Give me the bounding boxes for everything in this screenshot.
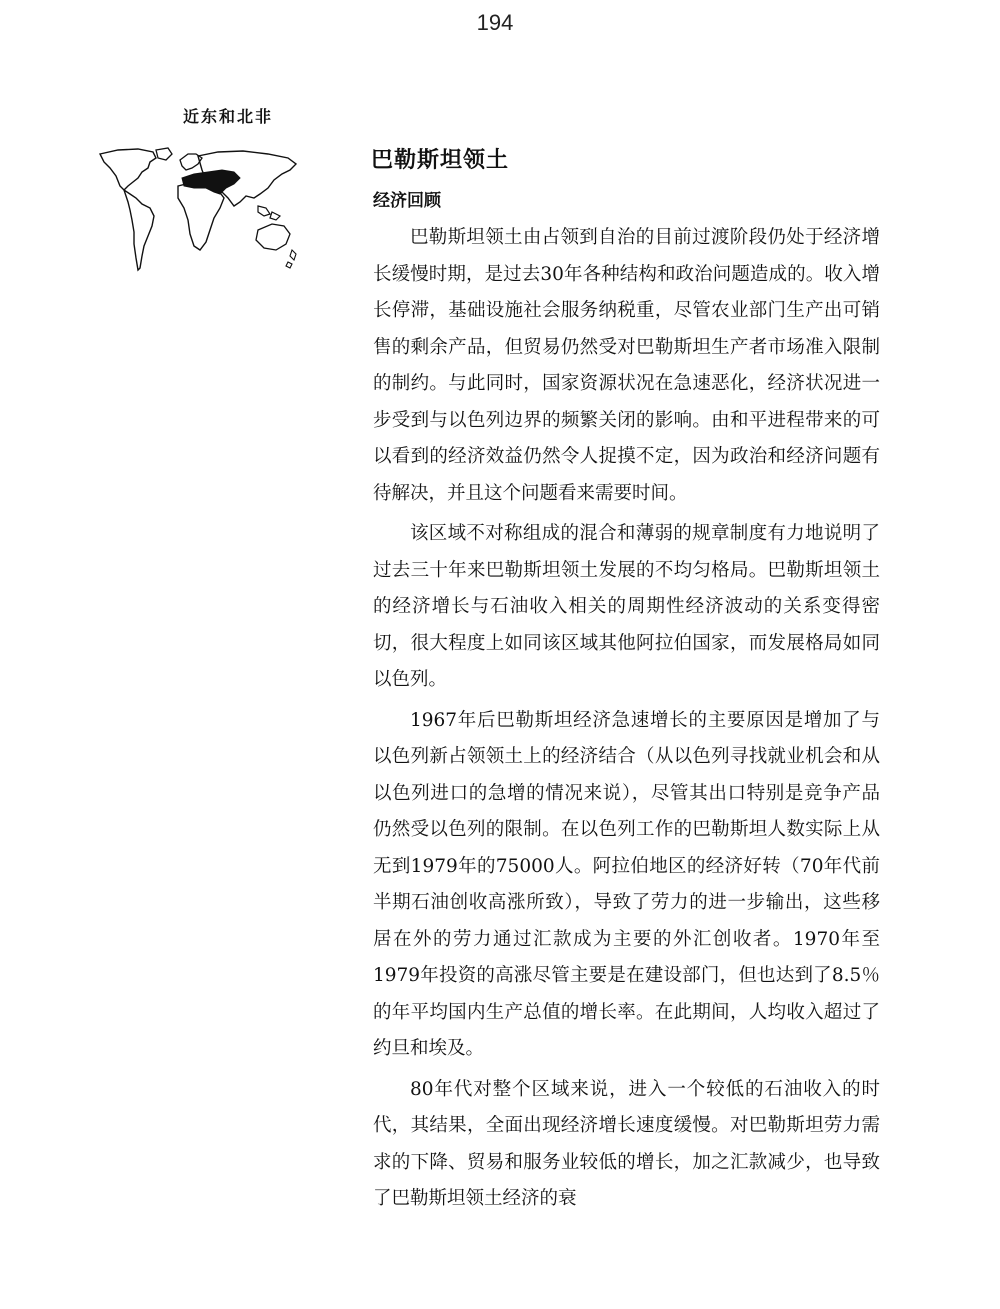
region-label: 近东和北非 xyxy=(183,107,274,126)
article-subtitle: 经济回顾 xyxy=(373,191,441,211)
south-america-shape xyxy=(124,190,154,270)
highlighted-region-near-east-north-africa xyxy=(182,170,240,194)
north-america-shape xyxy=(100,149,156,190)
greenland-shape xyxy=(156,148,172,160)
article-body xyxy=(373,220,880,1222)
paragraph: 该区域不对称组成的混合和薄弱的规章制度有力地说明了过去三十年来巴勒斯坦领土发展的不均匀格局。巴勒斯坦领土的经济增长与石油收入相关的周期性经济波动的关系变得密切，很大程度上如同该区域其他阿拉伯国家，而发展格局如同以色列。 xyxy=(373,523,880,690)
page-number: 194 xyxy=(476,10,514,35)
new-zealand-shape xyxy=(286,250,296,268)
southeast-asia-islands-shape xyxy=(258,206,280,220)
paragraph: 巴勒斯坦领土由占领到自治的目前过渡阶段仍处于经济增长缓慢时期，是过去30年各种结构和政治问题造成的。收入增长停滞，基础设施社会服务纳税重，尽管农业部门生产出可销售的剩余产品，但贸易仍然受对巴勒斯坦生产者市场准入限制的制约。与此同时，国家资源状况在急速恶化，经济状况进一步受到与以色列边界的频繁关闭的影响。由和平进程带来的可以看到的经济效益仍然令人捉摸不定，因为政治和经济问题有待解决，并且这个问题看来需要时间。 xyxy=(373,227,880,504)
australia-shape xyxy=(256,224,290,250)
paragraph: 80年代对整个区域来说，进入一个较低的石油收入的时代，其结果，全面出现经济增长速度缓慢。对巴勒斯坦劳力需求的下降、贸易和服务业较低的增长，加之汇款减少，也导致了巴勒斯坦领土经济的衰 xyxy=(373,1078,880,1209)
article-title: 巴勒斯坦领土 xyxy=(371,148,510,173)
paragraph: 1967年后巴勒斯坦经济急速增长的主要原因是增加了与以色列新占领领土上的经济结合（从以色列寻找就业机会和从以色列进口的急增的情况来说），尽管其出口特别是竞争产品仍然受以色列的限制。在以色列工作的巴勒斯坦人数实际上从无到1979年的75000人。阿拉伯地区的经济好转（70年代前半期石油创收高涨所致），导致了劳力的进一步输出，这些移居在外的劳力通过汇款成为主要的外汇创收者。1970年至1979年投资的高涨尽管主要是在建设部门，但也达到了8.5％的年平均国内生产总值的增长率。在此期间，人均收入超过了约旦和埃及。 xyxy=(373,709,880,1059)
world-map-icon xyxy=(98,146,298,274)
